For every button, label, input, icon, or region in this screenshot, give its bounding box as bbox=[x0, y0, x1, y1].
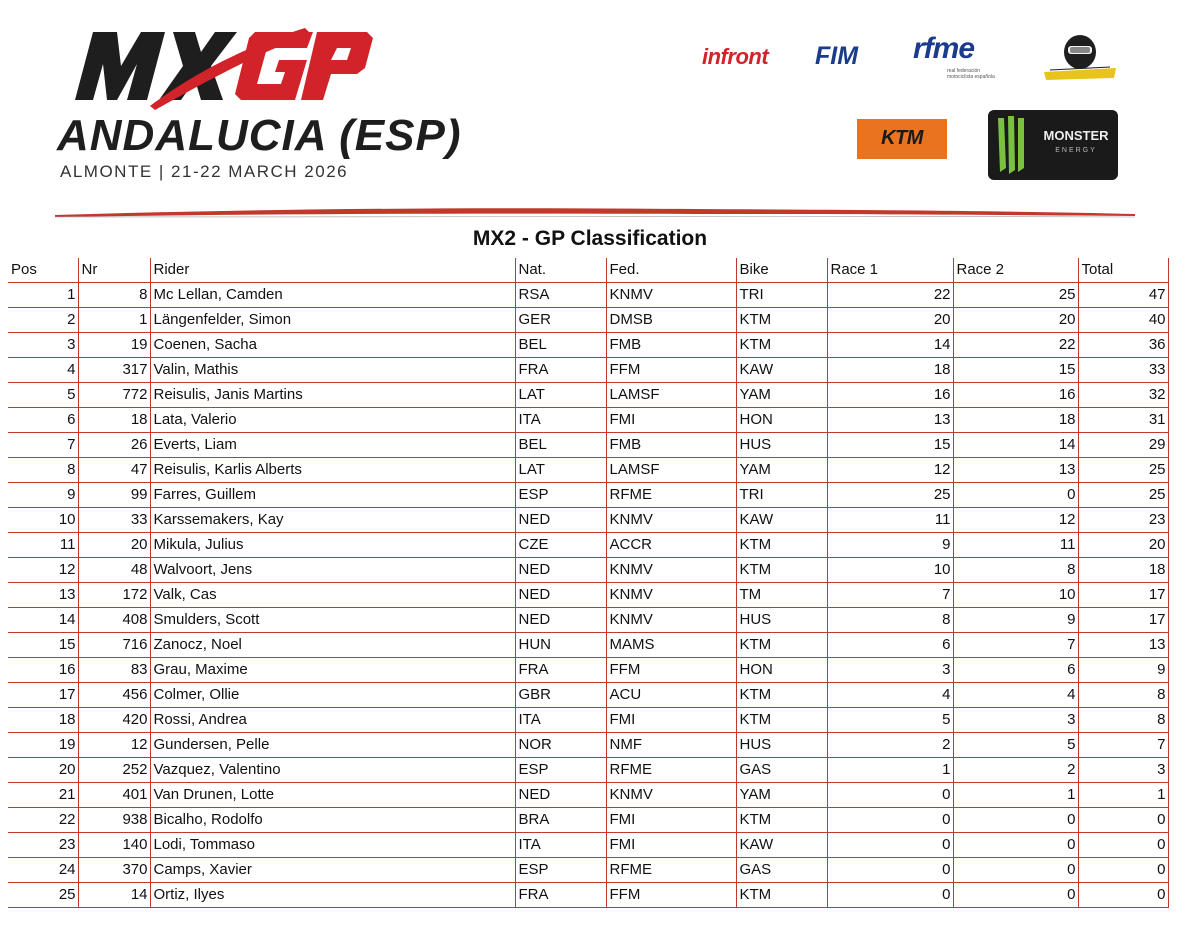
table-row bbox=[8, 283, 1168, 308]
fim-logo: FIM bbox=[815, 42, 859, 70]
nr-cell: 456 bbox=[78, 683, 150, 708]
table-row bbox=[8, 308, 1168, 333]
fed-cell: FMI bbox=[606, 708, 736, 733]
bike-cell: HUS bbox=[736, 733, 827, 758]
fed-cell: DMSB bbox=[606, 308, 736, 333]
pos-cell: 6 bbox=[8, 408, 78, 433]
race1-cell: 11 bbox=[827, 508, 953, 533]
race1-cell: 4 bbox=[827, 683, 953, 708]
table-row bbox=[8, 758, 1168, 783]
rider-cell: Everts, Liam bbox=[150, 433, 515, 458]
nat-cell: NED bbox=[515, 783, 606, 808]
fed-cell: FMI bbox=[606, 833, 736, 858]
rfme-tagline: real federación motociclista española bbox=[947, 68, 995, 80]
rider-cell: Mikula, Julius bbox=[150, 533, 515, 558]
total-cell: 20 bbox=[1078, 533, 1168, 558]
bike-cell: KTM bbox=[736, 558, 827, 583]
nat-cell: ITA bbox=[515, 408, 606, 433]
col-header-nat: Nat. bbox=[515, 258, 606, 283]
nat-cell: FRA bbox=[515, 358, 606, 383]
table-row bbox=[8, 558, 1168, 583]
col-header-rider: Rider bbox=[150, 258, 515, 283]
bike-cell: HUS bbox=[736, 433, 827, 458]
page-header bbox=[0, 0, 1200, 225]
rider-cell: Smulders, Scott bbox=[150, 608, 515, 633]
nat-cell: ITA bbox=[515, 833, 606, 858]
race1-cell: 14 bbox=[827, 333, 953, 358]
table-title: MX2 - GP Classification bbox=[472, 227, 708, 250]
nat-cell: BRA bbox=[515, 808, 606, 833]
mx-almonte-logo bbox=[1040, 32, 1120, 82]
bike-cell: KTM bbox=[736, 533, 827, 558]
rider-cell: Gundersen, Pelle bbox=[150, 733, 515, 758]
total-cell: 18 bbox=[1078, 558, 1168, 583]
table-row bbox=[8, 333, 1168, 358]
table-row bbox=[8, 483, 1168, 508]
nat-cell: BEL bbox=[515, 333, 606, 358]
nr-cell: 19 bbox=[78, 333, 150, 358]
fed-cell: FMI bbox=[606, 408, 736, 433]
race2-cell: 14 bbox=[953, 433, 1078, 458]
total-cell: 0 bbox=[1078, 833, 1168, 858]
table-header-row bbox=[8, 258, 1168, 283]
nat-cell: FRA bbox=[515, 883, 606, 908]
nat-cell: CZE bbox=[515, 533, 606, 558]
race2-cell: 3 bbox=[953, 708, 1078, 733]
header-divider bbox=[55, 205, 1135, 219]
fed-cell: RFME bbox=[606, 483, 736, 508]
race2-cell: 7 bbox=[953, 633, 1078, 658]
nat-cell: FRA bbox=[515, 658, 606, 683]
fed-cell: KNMV bbox=[606, 283, 736, 308]
rider-cell: Van Drunen, Lotte bbox=[150, 783, 515, 808]
total-cell: 25 bbox=[1078, 483, 1168, 508]
fed-cell: ACCR bbox=[606, 533, 736, 558]
total-cell: 13 bbox=[1078, 633, 1168, 658]
rider-cell: Valk, Cas bbox=[150, 583, 515, 608]
race1-cell: 0 bbox=[827, 883, 953, 908]
nr-cell: 14 bbox=[78, 883, 150, 908]
nat-cell: RSA bbox=[515, 283, 606, 308]
total-cell: 36 bbox=[1078, 333, 1168, 358]
rider-cell: Camps, Xavier bbox=[150, 858, 515, 883]
col-header-pos: Pos bbox=[8, 258, 78, 283]
bike-cell: KTM bbox=[736, 308, 827, 333]
table-row bbox=[8, 458, 1168, 483]
monster-wordmark: MONSTER bbox=[1043, 128, 1109, 143]
race1-cell: 22 bbox=[827, 283, 953, 308]
nat-cell: GER bbox=[515, 308, 606, 333]
pos-cell: 5 bbox=[8, 383, 78, 408]
nr-cell: 12 bbox=[78, 733, 150, 758]
rider-cell: Lodi, Tommaso bbox=[150, 833, 515, 858]
race2-cell: 9 bbox=[953, 608, 1078, 633]
nat-cell: LAT bbox=[515, 383, 606, 408]
rider-cell: Längenfelder, Simon bbox=[150, 308, 515, 333]
fed-cell: KNMV bbox=[606, 583, 736, 608]
col-header-fed: Fed. bbox=[606, 258, 736, 283]
race2-cell: 2 bbox=[953, 758, 1078, 783]
fed-cell: LAMSF bbox=[606, 383, 736, 408]
table-row bbox=[8, 683, 1168, 708]
col-header-race1: Race 1 bbox=[827, 258, 953, 283]
nr-cell: 48 bbox=[78, 558, 150, 583]
monster-energy-logo bbox=[988, 110, 1118, 180]
fed-cell: FFM bbox=[606, 883, 736, 908]
table-row bbox=[8, 708, 1168, 733]
race2-cell: 0 bbox=[953, 833, 1078, 858]
race2-cell: 5 bbox=[953, 733, 1078, 758]
ktm-logo bbox=[857, 119, 947, 159]
fed-cell: FMI bbox=[606, 808, 736, 833]
race1-cell: 9 bbox=[827, 533, 953, 558]
bike-cell: YAM bbox=[736, 383, 827, 408]
fed-cell: FFM bbox=[606, 658, 736, 683]
fed-cell: MAMS bbox=[606, 633, 736, 658]
bike-cell: TRI bbox=[736, 483, 827, 508]
pos-cell: 2 bbox=[8, 308, 78, 333]
pos-cell: 15 bbox=[8, 633, 78, 658]
rider-cell: Reisulis, Karlis Alberts bbox=[150, 458, 515, 483]
bike-cell: KTM bbox=[736, 708, 827, 733]
nr-cell: 401 bbox=[78, 783, 150, 808]
table-row bbox=[8, 383, 1168, 408]
pos-cell: 12 bbox=[8, 558, 78, 583]
bike-cell: HON bbox=[736, 408, 827, 433]
fed-cell: KNMV bbox=[606, 558, 736, 583]
pos-cell: 21 bbox=[8, 783, 78, 808]
total-cell: 8 bbox=[1078, 708, 1168, 733]
rfme-wordmark: rfme bbox=[913, 32, 975, 65]
race2-cell: 18 bbox=[953, 408, 1078, 433]
nr-cell: 370 bbox=[78, 858, 150, 883]
race2-cell: 0 bbox=[953, 808, 1078, 833]
race1-cell: 12 bbox=[827, 458, 953, 483]
bike-cell: TM bbox=[736, 583, 827, 608]
nr-cell: 8 bbox=[78, 283, 150, 308]
rider-cell: Bicalho, Rodolfo bbox=[150, 808, 515, 833]
rider-cell: Farres, Guillem bbox=[150, 483, 515, 508]
nat-cell: NED bbox=[515, 558, 606, 583]
rider-cell: Ortiz, Ilyes bbox=[150, 883, 515, 908]
race1-cell: 10 bbox=[827, 558, 953, 583]
race1-cell: 7 bbox=[827, 583, 953, 608]
nat-cell: ESP bbox=[515, 858, 606, 883]
race2-cell: 11 bbox=[953, 533, 1078, 558]
fed-cell: FMB bbox=[606, 433, 736, 458]
race2-cell: 25 bbox=[953, 283, 1078, 308]
total-cell: 17 bbox=[1078, 583, 1168, 608]
race1-cell: 15 bbox=[827, 433, 953, 458]
fed-cell: KNMV bbox=[606, 508, 736, 533]
pos-cell: 18 bbox=[8, 708, 78, 733]
bike-cell: YAM bbox=[736, 458, 827, 483]
race2-cell: 12 bbox=[953, 508, 1078, 533]
total-cell: 9 bbox=[1078, 658, 1168, 683]
pos-cell: 7 bbox=[8, 433, 78, 458]
table-row bbox=[8, 608, 1168, 633]
table-row bbox=[8, 433, 1168, 458]
total-cell: 1 bbox=[1078, 783, 1168, 808]
nr-cell: 99 bbox=[78, 483, 150, 508]
pos-cell: 9 bbox=[8, 483, 78, 508]
nr-cell: 716 bbox=[78, 633, 150, 658]
nr-cell: 20 bbox=[78, 533, 150, 558]
rider-cell: Lata, Valerio bbox=[150, 408, 515, 433]
race1-cell: 2 bbox=[827, 733, 953, 758]
rider-cell: Grau, Maxime bbox=[150, 658, 515, 683]
bike-cell: YAM bbox=[736, 783, 827, 808]
race2-cell: 0 bbox=[953, 858, 1078, 883]
bike-cell: KAW bbox=[736, 508, 827, 533]
nat-cell: NOR bbox=[515, 733, 606, 758]
table-row bbox=[8, 358, 1168, 383]
race2-cell: 15 bbox=[953, 358, 1078, 383]
nat-cell: ESP bbox=[515, 483, 606, 508]
race2-cell: 16 bbox=[953, 383, 1078, 408]
pos-cell: 11 bbox=[8, 533, 78, 558]
rider-cell: Rossi, Andrea bbox=[150, 708, 515, 733]
race1-cell: 0 bbox=[827, 808, 953, 833]
rider-cell: Valin, Mathis bbox=[150, 358, 515, 383]
rider-cell: Reisulis, Janis Martins bbox=[150, 383, 515, 408]
total-cell: 47 bbox=[1078, 283, 1168, 308]
pos-cell: 20 bbox=[8, 758, 78, 783]
nat-cell: NED bbox=[515, 583, 606, 608]
race1-cell: 0 bbox=[827, 833, 953, 858]
bike-cell: TRI bbox=[736, 283, 827, 308]
fed-cell: KNMV bbox=[606, 783, 736, 808]
nat-cell: GBR bbox=[515, 683, 606, 708]
event-title: ANDALUCIA (ESP) bbox=[57, 111, 462, 160]
race1-cell: 0 bbox=[827, 783, 953, 808]
total-cell: 3 bbox=[1078, 758, 1168, 783]
table-row bbox=[8, 783, 1168, 808]
table-row bbox=[8, 408, 1168, 433]
table-row bbox=[8, 808, 1168, 833]
rider-cell: Zanocz, Noel bbox=[150, 633, 515, 658]
race1-cell: 25 bbox=[827, 483, 953, 508]
nr-cell: 47 bbox=[78, 458, 150, 483]
bike-cell: KTM bbox=[736, 333, 827, 358]
total-cell: 0 bbox=[1078, 858, 1168, 883]
total-cell: 8 bbox=[1078, 683, 1168, 708]
race1-cell: 18 bbox=[827, 358, 953, 383]
table-row bbox=[8, 833, 1168, 858]
total-cell: 40 bbox=[1078, 308, 1168, 333]
total-cell: 7 bbox=[1078, 733, 1168, 758]
table-row bbox=[8, 508, 1168, 533]
pos-cell: 22 bbox=[8, 808, 78, 833]
nat-cell: HUN bbox=[515, 633, 606, 658]
race1-cell: 13 bbox=[827, 408, 953, 433]
nat-cell: NED bbox=[515, 608, 606, 633]
nr-cell: 83 bbox=[78, 658, 150, 683]
fed-cell: KNMV bbox=[606, 608, 736, 633]
rider-cell: Mc Lellan, Camden bbox=[150, 283, 515, 308]
race1-cell: 0 bbox=[827, 858, 953, 883]
bike-cell: KAW bbox=[736, 358, 827, 383]
nr-cell: 172 bbox=[78, 583, 150, 608]
fed-cell: NMF bbox=[606, 733, 736, 758]
race2-cell: 13 bbox=[953, 458, 1078, 483]
bike-cell: KTM bbox=[736, 883, 827, 908]
pos-cell: 19 bbox=[8, 733, 78, 758]
table-row bbox=[8, 658, 1168, 683]
race2-cell: 8 bbox=[953, 558, 1078, 583]
race2-cell: 20 bbox=[953, 308, 1078, 333]
pos-cell: 14 bbox=[8, 608, 78, 633]
nr-cell: 317 bbox=[78, 358, 150, 383]
pos-cell: 4 bbox=[8, 358, 78, 383]
col-header-total: Total bbox=[1078, 258, 1168, 283]
nr-cell: 18 bbox=[78, 408, 150, 433]
race2-cell: 0 bbox=[953, 483, 1078, 508]
bike-cell: HON bbox=[736, 658, 827, 683]
rider-cell: Walvoort, Jens bbox=[150, 558, 515, 583]
nr-cell: 772 bbox=[78, 383, 150, 408]
race2-cell: 0 bbox=[953, 883, 1078, 908]
fed-cell: RFME bbox=[606, 858, 736, 883]
pos-cell: 8 bbox=[8, 458, 78, 483]
pos-cell: 23 bbox=[8, 833, 78, 858]
nr-cell: 1 bbox=[78, 308, 150, 333]
table-row bbox=[8, 633, 1168, 658]
table-row bbox=[8, 583, 1168, 608]
ktm-wordmark: KTM bbox=[881, 127, 923, 149]
fed-cell: FFM bbox=[606, 358, 736, 383]
nat-cell: BEL bbox=[515, 433, 606, 458]
total-cell: 33 bbox=[1078, 358, 1168, 383]
nr-cell: 33 bbox=[78, 508, 150, 533]
nat-cell: ITA bbox=[515, 708, 606, 733]
race2-cell: 10 bbox=[953, 583, 1078, 608]
fed-cell: FMB bbox=[606, 333, 736, 358]
infront-logo: infront bbox=[702, 44, 769, 69]
results-table bbox=[8, 258, 1169, 908]
results-body bbox=[8, 283, 1168, 908]
nat-cell: NED bbox=[515, 508, 606, 533]
total-cell: 23 bbox=[1078, 508, 1168, 533]
nr-cell: 26 bbox=[78, 433, 150, 458]
bike-cell: KTM bbox=[736, 683, 827, 708]
pos-cell: 24 bbox=[8, 858, 78, 883]
race1-cell: 16 bbox=[827, 383, 953, 408]
pos-cell: 3 bbox=[8, 333, 78, 358]
bike-cell: GAS bbox=[736, 858, 827, 883]
table-row bbox=[8, 883, 1168, 908]
fed-cell: LAMSF bbox=[606, 458, 736, 483]
total-cell: 0 bbox=[1078, 808, 1168, 833]
rider-cell: Coenen, Sacha bbox=[150, 333, 515, 358]
bike-cell: HUS bbox=[736, 608, 827, 633]
col-header-nr: Nr bbox=[78, 258, 150, 283]
nat-cell: LAT bbox=[515, 458, 606, 483]
race1-cell: 8 bbox=[827, 608, 953, 633]
total-cell: 32 bbox=[1078, 383, 1168, 408]
race2-cell: 6 bbox=[953, 658, 1078, 683]
race1-cell: 20 bbox=[827, 308, 953, 333]
bike-cell: KAW bbox=[736, 833, 827, 858]
pos-cell: 17 bbox=[8, 683, 78, 708]
race1-cell: 3 bbox=[827, 658, 953, 683]
rider-cell: Colmer, Ollie bbox=[150, 683, 515, 708]
total-cell: 25 bbox=[1078, 458, 1168, 483]
bike-cell: KTM bbox=[736, 633, 827, 658]
rider-cell: Vazquez, Valentino bbox=[150, 758, 515, 783]
total-cell: 31 bbox=[1078, 408, 1168, 433]
total-cell: 17 bbox=[1078, 608, 1168, 633]
bike-cell: KTM bbox=[736, 808, 827, 833]
col-header-bike: Bike bbox=[736, 258, 827, 283]
pos-cell: 16 bbox=[8, 658, 78, 683]
fed-cell: RFME bbox=[606, 758, 736, 783]
monster-subword: ENERGY bbox=[1055, 147, 1097, 154]
event-subtitle: ALMONTE | 21-22 MARCH 2026 bbox=[60, 162, 349, 181]
pos-cell: 10 bbox=[8, 508, 78, 533]
race1-cell: 6 bbox=[827, 633, 953, 658]
rfme-logo bbox=[913, 32, 1005, 82]
nr-cell: 408 bbox=[78, 608, 150, 633]
race2-cell: 22 bbox=[953, 333, 1078, 358]
rider-cell: Karssemakers, Kay bbox=[150, 508, 515, 533]
table-row bbox=[8, 858, 1168, 883]
pos-cell: 25 bbox=[8, 883, 78, 908]
pos-cell: 1 bbox=[8, 283, 78, 308]
table-row bbox=[8, 533, 1168, 558]
race1-cell: 5 bbox=[827, 708, 953, 733]
race2-cell: 4 bbox=[953, 683, 1078, 708]
col-header-race2: Race 2 bbox=[953, 258, 1078, 283]
race2-cell: 1 bbox=[953, 783, 1078, 808]
pos-cell: 13 bbox=[8, 583, 78, 608]
total-cell: 29 bbox=[1078, 433, 1168, 458]
nr-cell: 938 bbox=[78, 808, 150, 833]
fed-cell: ACU bbox=[606, 683, 736, 708]
mxgp-logo bbox=[55, 20, 375, 110]
race1-cell: 1 bbox=[827, 758, 953, 783]
nr-cell: 420 bbox=[78, 708, 150, 733]
nr-cell: 252 bbox=[78, 758, 150, 783]
nr-cell: 140 bbox=[78, 833, 150, 858]
table-row bbox=[8, 733, 1168, 758]
nat-cell: ESP bbox=[515, 758, 606, 783]
total-cell: 0 bbox=[1078, 883, 1168, 908]
bike-cell: GAS bbox=[736, 758, 827, 783]
